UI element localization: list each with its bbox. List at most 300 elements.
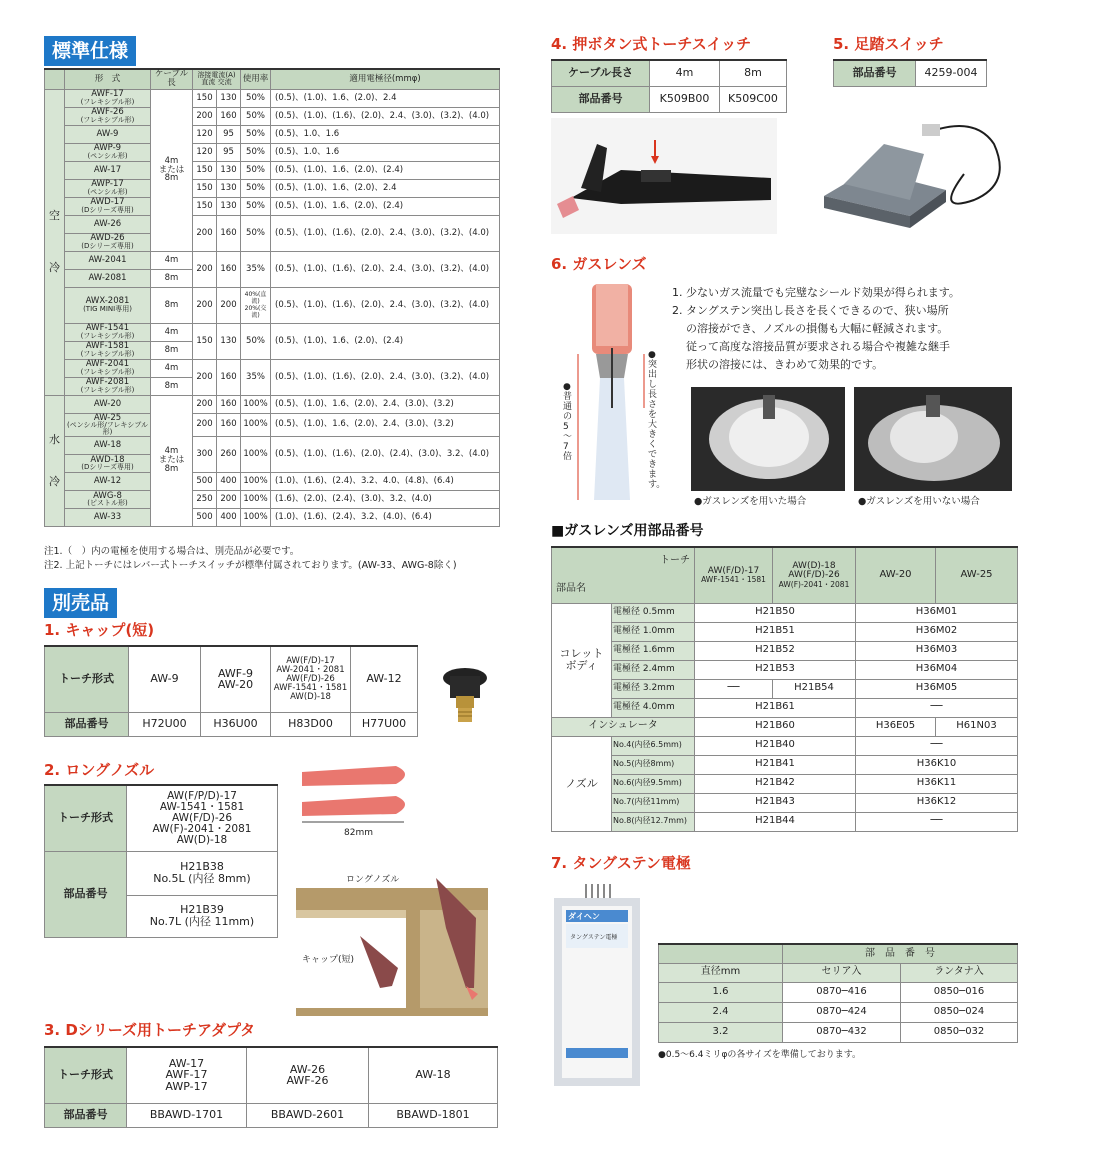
gaslens-side-right: ●突出し長さを大きくできます。 <box>648 350 666 490</box>
spec-model-name: AWF-17 <box>91 89 124 100</box>
tungsten-ceria: 0870─424 <box>783 1002 901 1022</box>
gasparts-nozzle-size: No.6(内径9.5mm) <box>612 774 695 793</box>
spec-cable: 4m <box>151 251 193 269</box>
spec-model <box>65 233 151 251</box>
tungsten-package-brand: ダイヘン <box>568 912 600 921</box>
spec-dc: 150 <box>193 89 217 107</box>
gasparts-nozzle-b: H36K12 <box>856 793 1018 812</box>
tungsten-ceria: 0870─432 <box>783 1022 901 1042</box>
spec-model-name: AW-2041 <box>88 254 127 265</box>
gasparts-nozzle-row <box>552 812 1018 831</box>
spec-cable: 4m <box>151 359 193 377</box>
spec-duty: 50% <box>241 161 271 179</box>
gaslens-bullet-1: 1. 少ないガス流量でも完璧なシールド効果が得られます。 <box>672 286 960 299</box>
spec-dc: 200 <box>193 251 217 287</box>
nozzle-form-item: AW(F/P/D)-17 <box>167 789 237 802</box>
spec-cable: 8m <box>151 377 193 395</box>
gasparts-nozzle-b: ── <box>856 812 1018 831</box>
spec-row <box>45 89 500 107</box>
spec-model-sub: (フレキシブル形) <box>80 367 135 376</box>
spec-cable-a: 4m <box>164 155 179 166</box>
spec-row <box>45 491 500 509</box>
gasparts-table <box>551 546 1018 832</box>
spec-air-label-b: 冷 <box>49 261 60 274</box>
gaslens-bullet-3: の溶接ができ、ノズルの損傷も大幅に軽減されます。 <box>686 322 949 335</box>
tungsten-row <box>659 1022 1018 1042</box>
spec-electrode: (0.5)、(1.0)、1.6、(2.0)、(2.4) <box>271 197 500 215</box>
spec-duty: 50% <box>241 179 271 197</box>
spec-dc: 200 <box>193 215 217 251</box>
adapter-form-1b: AWF-17 <box>165 1068 208 1082</box>
spec-dc: 500 <box>193 473 217 491</box>
spec-model <box>65 491 151 509</box>
spec-cable-c: 8m <box>164 464 179 475</box>
push-head-length: ケーブル長さ <box>552 60 650 86</box>
nozzle-head-form: トーチ形式 <box>45 785 127 851</box>
spec-model-name: AW-25 <box>93 412 122 423</box>
spec-model-name: AWD-17 <box>90 197 125 208</box>
spec-model <box>65 473 151 491</box>
gasparts-collet-label-a: コレット <box>559 647 604 661</box>
gasparts-nozzle-b: H36K11 <box>856 774 1018 793</box>
cap-form-3a: AW(F/D)-17 <box>286 655 335 666</box>
nozzle-label-long: ロングノズル <box>346 875 400 885</box>
spec-model <box>65 269 151 287</box>
spec-duty: 50% <box>241 125 271 143</box>
gasparts-nozzle-row <box>552 736 1018 755</box>
spec-row <box>45 143 500 161</box>
spec-duty: 50% <box>241 143 271 161</box>
nozzle-part-1-desc: No.5L (内径 8mm) <box>153 872 251 885</box>
spec-model-name: AW-26 <box>93 218 122 229</box>
spec-dc: 200 <box>193 107 217 125</box>
spec-cable: 4m <box>151 323 193 341</box>
adapter-title: 3. Dシリーズ用トーチアダプタ <box>44 1021 255 1039</box>
gasparts-collet-a: H21B51 <box>695 622 856 641</box>
spec-electrode: (0.5)、(1.0)、(1.6)、(2.0)、(2.4)、(3.0)、3.2、(4.0) <box>271 437 500 473</box>
tungsten-head-lanthana: ランタナ入 <box>901 963 1018 982</box>
spec-electrode: (0.5)、(1.0)、(1.6)、(2.0)、2.4、(3.0)、(3.2)、(4.0) <box>271 215 500 251</box>
gasparts-nozzle-size: No.4(内径6.5mm) <box>612 736 695 755</box>
nozzle-form-item: AW(D)-18 <box>176 833 228 846</box>
gasparts-nozzle-size: No.5(内径8mm) <box>612 755 695 774</box>
gasparts-collet-size: 電極径 1.6mm <box>612 641 695 660</box>
spec-model <box>65 455 151 473</box>
tungsten-diameter: 2.4 <box>659 1002 783 1022</box>
gasparts-collet-a: H21B50 <box>695 603 856 622</box>
nozzle-usage-diagram <box>296 868 496 1016</box>
tungsten-note: ●0.5～6.4ミリφの各サイズを準備しております。 <box>658 1050 861 1060</box>
spec-duty: 100% <box>241 473 271 491</box>
gasparts-nozzle-a: H21B44 <box>695 812 856 831</box>
adapter-form-3: AW-18 <box>369 1047 498 1103</box>
spec-air-label-a: 空 <box>49 209 60 223</box>
spec-model-name: AWX-2081 <box>85 296 130 307</box>
cap-part-3: H83D00 <box>271 712 351 736</box>
cap-part-4: H77U00 <box>351 712 418 736</box>
spec-model-name: AWD-18 <box>90 454 125 465</box>
gasparts-insulator-c: H61N03 <box>936 717 1018 736</box>
spec-cable-a: 4m <box>164 446 179 457</box>
spec-ac: 400 <box>217 473 241 491</box>
spec-duty: 50% <box>241 215 271 251</box>
spec-model <box>65 179 151 197</box>
spec-duty: 100% <box>241 395 271 413</box>
spec-head-form: 形 式 <box>65 69 151 89</box>
gasparts-collet-size: 電極径 3.2mm <box>612 679 695 698</box>
gasparts-col-2b: AW(F/D)-26 <box>788 570 840 581</box>
nozzle-form-item: AW-1541・1581 <box>159 800 245 813</box>
gaslens-bullet-4: 従って高度な溶接品質が要求される場合や複雑な継手 <box>686 340 950 353</box>
spec-electrode: (0.5)、(1.0)、1.6、(2.0)、2.4 <box>271 89 500 107</box>
push-head-part: 部品番号 <box>552 86 650 112</box>
gasparts-collet-row <box>552 660 1018 679</box>
spec-model-name: AWF-2041 <box>85 359 130 370</box>
spec-row <box>45 509 500 527</box>
tungsten-package-name: タングステン電極 <box>570 934 618 941</box>
push-part-2: K509C00 <box>720 86 787 112</box>
spec-electrode: (0.5)、(1.0)、1.6、(2.0)、2.4、(3.0)、(3.2) <box>271 395 500 413</box>
push-switch-table <box>551 59 787 113</box>
spec-head-electrode: 適用電極径(mmφ) <box>271 69 500 89</box>
push-length-1: 4m <box>650 60 720 86</box>
gasparts-collet-size: 電極径 0.5mm <box>612 603 695 622</box>
spec-dc: 500 <box>193 509 217 527</box>
spec-electrode: (0.5)、(1.0)、1.6、(2.0)、2.4、(3.0)、(3.2) <box>271 413 500 437</box>
spec-head-current: 溶接電流(A) <box>197 70 236 79</box>
spec-model-name: AW-20 <box>93 398 122 409</box>
spec-row <box>45 215 500 233</box>
spec-cable-b: または <box>158 164 185 175</box>
nozzle-part-1: H21B38 <box>180 860 224 874</box>
foot-switch-photo <box>814 104 1018 230</box>
gasparts-col-2a: AW(D)-18 <box>792 560 836 571</box>
nozzle-form-item: AW(F/D)-26 <box>172 811 232 824</box>
adapter-form-2b: AWF-26 <box>286 1074 329 1088</box>
spec-duty: 100% <box>241 437 271 473</box>
gasparts-nozzle-a: H21B41 <box>695 755 856 774</box>
spec-model <box>65 437 151 455</box>
spec-model-sub: (フレキシブル形) <box>80 97 135 106</box>
tungsten-head-diameter: 直径mm <box>659 963 783 982</box>
foot-head-part: 部品番号 <box>834 60 916 86</box>
spec-ac: 160 <box>217 251 241 287</box>
options-section-title: 別売品 <box>44 588 117 618</box>
spec-dc: 150 <box>193 323 217 359</box>
gasparts-col-4: AW-25 <box>936 547 1018 603</box>
spec-model <box>65 251 151 269</box>
spec-model-sub: (Dシリーズ専用) <box>81 205 134 214</box>
spec-electrode: (0.5)、(1.0)、1.6、(2.0)、(2.4) <box>271 161 500 179</box>
gasparts-collet-size: 電極径 1.0mm <box>612 622 695 641</box>
spec-cable: 8m <box>151 341 193 359</box>
gasparts-head-part: 部品名 <box>556 583 586 594</box>
spec-dc: 300 <box>193 437 217 473</box>
spec-dc: 120 <box>193 143 217 161</box>
spec-cable-4m8m <box>151 89 193 251</box>
spec-cable-b: または <box>158 455 185 466</box>
spec-ac: 130 <box>217 161 241 179</box>
spec-duty-ac: 20%(交流) <box>244 305 267 320</box>
cap-form-2b: AW-20 <box>217 678 254 692</box>
spec-model-name: AWF-2081 <box>85 377 130 388</box>
spec-model-sub: (フレキシブル形) <box>80 115 135 124</box>
spec-model-name: AWP-9 <box>93 143 122 154</box>
gasparts-collet-a2: H21B54 <box>773 679 856 698</box>
foot-switch-title: 5. 足踏スイッチ <box>833 35 944 53</box>
push-length-2: 8m <box>720 60 787 86</box>
gasparts-col-1a: AW(F/D)-17 <box>707 565 760 576</box>
spec-dc: 120 <box>193 125 217 143</box>
spec-model <box>65 89 151 107</box>
spec-row <box>45 437 500 455</box>
spec-section-title: 標準仕様 <box>44 36 136 66</box>
tungsten-diameter: 1.6 <box>659 982 783 1002</box>
gasparts-collet-label-b: ボディ <box>565 659 598 672</box>
cap-form-3b: AW-2041・2081 <box>276 664 345 675</box>
spec-head-cable: ケーブル長 <box>151 69 193 89</box>
gasparts-nozzle-b: ── <box>856 736 1018 755</box>
spec-model-sub: (ペンシル形) <box>87 187 128 196</box>
tungsten-ceria: 0870─416 <box>783 982 901 1002</box>
gaslens-caption-without: ●ガスレンズを用いない場合 <box>858 496 980 507</box>
tungsten-row <box>659 1002 1018 1022</box>
gaslens-side-left: ●普通の5～7倍 <box>563 382 573 462</box>
cap-form-2a: AWF-9 <box>217 666 254 680</box>
spec-model-name: AW-9 <box>96 128 119 139</box>
spec-cable-c: 8m <box>164 173 179 184</box>
long-nozzle-photo <box>296 758 426 838</box>
spec-model-sub: (ペンシル形) <box>87 151 128 160</box>
spec-ac: 130 <box>217 323 241 359</box>
nozzle-table <box>44 784 278 938</box>
gasparts-collet-b: H36M03 <box>856 641 1018 660</box>
spec-water-label-a: 水 <box>49 433 60 447</box>
nozzle-forms <box>127 785 278 851</box>
gasparts-collet-row <box>552 679 1018 698</box>
spec-ac: 95 <box>217 125 241 143</box>
gasparts-nozzle-size: No.8(内径12.7mm) <box>612 812 695 831</box>
cap-photo <box>432 660 498 726</box>
tungsten-lanthana: 0850─016 <box>901 982 1018 1002</box>
spec-row <box>45 323 500 341</box>
spec-duty: 100% <box>241 413 271 437</box>
gasparts-col-3: AW-20 <box>856 547 936 603</box>
spec-duty: 100% <box>241 491 271 509</box>
spec-row <box>45 251 500 269</box>
gasparts-collet-row <box>552 641 1018 660</box>
nozzle-label-cap: キャップ(短) <box>302 955 355 965</box>
spec-row <box>45 125 500 143</box>
spec-electrode: (0.5)、(1.0)、1.6、(2.0)、(2.4) <box>271 323 500 359</box>
spec-duty: 50% <box>241 323 271 359</box>
spec-model-name: AWF-1541 <box>85 323 130 334</box>
gasparts-collet-b: H36M05 <box>856 679 1018 698</box>
spec-ac: 130 <box>217 197 241 215</box>
spec-model-name: AW-2081 <box>88 272 127 283</box>
tungsten-title: 7. タングステン電極 <box>551 854 691 872</box>
spec-dc: 250 <box>193 491 217 509</box>
push-switch-photo <box>551 118 777 234</box>
cap-head-part: 部品番号 <box>45 712 129 736</box>
spec-model <box>65 341 151 359</box>
gasparts-nozzle-size: No.7(内径11mm) <box>612 793 695 812</box>
push-part-1: K509B00 <box>650 86 720 112</box>
spec-model <box>65 287 151 323</box>
nozzle-form-item: AW(F)-2041・2081 <box>152 822 252 835</box>
spec-duty-dc: 40%(直流) <box>244 290 267 305</box>
spec-ac: 160 <box>217 395 241 413</box>
spec-cable: 8m <box>151 287 193 323</box>
spec-duty: 50% <box>241 107 271 125</box>
gasparts-collet-b: H36M02 <box>856 622 1018 641</box>
gasparts-collet-b: ── <box>856 698 1018 717</box>
gasparts-col-2c: AW(F)-2041・2081 <box>778 579 850 589</box>
tungsten-row <box>659 982 1018 1002</box>
gasparts-collet-a: H21B52 <box>695 641 856 660</box>
adapter-form-2a: AW-26 <box>289 1062 326 1076</box>
gaslens-without-photo <box>854 387 1012 491</box>
gaslens-with-photo <box>691 387 845 491</box>
spec-ac: 95 <box>217 143 241 161</box>
gaslens-caption-with: ●ガスレンズを用いた場合 <box>694 496 807 507</box>
gasparts-collet-b: H36M04 <box>856 660 1018 679</box>
gasparts-nozzle-row <box>552 774 1018 793</box>
spec-ac: 200 <box>217 491 241 509</box>
adapter-form-1a: AW-17 <box>168 1056 205 1070</box>
tungsten-diameter: 3.2 <box>659 1022 783 1042</box>
gasparts-insulator-a: H21B60 <box>695 717 856 736</box>
spec-model-name: AWG-8 <box>93 490 122 501</box>
spec-head-duty: 使用率 <box>241 69 271 89</box>
spec-dc: 200 <box>193 359 217 395</box>
nozzle-part-2-desc: No.7L (内径 11mm) <box>149 915 255 928</box>
adapter-part-1: BBAWD-1701 <box>127 1103 247 1127</box>
gaslens-bullet-2: 2. タングステン突出し長さを長くできるので、狭い場所 <box>672 304 949 317</box>
spec-model-sub: (フレキシブル形) <box>80 385 135 394</box>
gasparts-col-1b: AWF-1541・1581 <box>701 575 766 585</box>
spec-model <box>65 323 151 341</box>
spec-electrode: (0.5)、1.0、1.6 <box>271 143 500 161</box>
cap-form-4: AW-12 <box>351 646 418 712</box>
spec-dc: 150 <box>193 197 217 215</box>
spec-dc: 200 <box>193 413 217 437</box>
spec-model-sub: (Dシリーズ専用) <box>81 241 134 250</box>
gasparts-title: ■ガスレンズ用部品番号 <box>551 523 704 539</box>
gasparts-collet-row <box>552 698 1018 717</box>
gasparts-nozzle-a: H21B40 <box>695 736 856 755</box>
gaslens-title: 6. ガスレンズ <box>551 255 647 273</box>
spec-row <box>45 359 500 377</box>
cap-form-3e: AW(D)-18 <box>290 691 331 702</box>
spec-model-name: AWP-17 <box>91 179 124 190</box>
adapter-form-1c: AWP-17 <box>165 1080 208 1094</box>
spec-dc: 150 <box>193 179 217 197</box>
spec-dc: 150 <box>193 161 217 179</box>
spec-electrode: (1.0)、(1.6)、(2.4)、3.2、4.0、(4.8)、(6.4) <box>271 473 500 491</box>
adapter-part-3: BBAWD-1801 <box>369 1103 498 1127</box>
gasparts-collet-a: H21B61 <box>695 698 856 717</box>
spec-duty: 35% <box>241 359 271 395</box>
gasparts-collet-size: 電極径 4.0mm <box>612 698 695 717</box>
spec-model-sub: (ピストル形) <box>87 499 128 508</box>
spec-row <box>45 413 500 437</box>
spec-row <box>45 287 500 323</box>
cap-form-1: AW-9 <box>129 646 201 712</box>
spec-ac: 260 <box>217 437 241 473</box>
spec-electrode: (0.5)、1.0、1.6 <box>271 125 500 143</box>
spec-model <box>65 143 151 161</box>
nozzle-dimension: 82mm <box>344 828 373 838</box>
gasparts-collet-a: ── <box>695 679 773 698</box>
spec-ac: 130 <box>217 89 241 107</box>
spec-model <box>65 413 151 437</box>
spec-electrode: (0.5)、(1.0)、(1.6)、(2.0)、2.4、(3.0)、(3.2)、(4.0) <box>271 287 500 323</box>
spec-ac: 130 <box>217 179 241 197</box>
spec-electrode: (0.5)、(1.0)、(1.6)、(2.0)、2.4、(3.0)、(3.2)、(4.0) <box>271 359 500 395</box>
spec-model-sub: (ペンシル形/フレキシブル形) <box>66 421 149 436</box>
gasparts-collet-a: H21B53 <box>695 660 856 679</box>
spec-row <box>45 395 500 413</box>
tungsten-head-ceria: セリア入 <box>783 963 901 982</box>
spec-duty: 35% <box>241 251 271 287</box>
spec-model-name: AWD-26 <box>90 233 125 244</box>
gasparts-collet-size: 電極径 2.4mm <box>612 660 695 679</box>
spec-duty <box>241 287 271 323</box>
spec-cable: 8m <box>151 269 193 287</box>
spec-note-1: 注1.（ ）内の電極を使用する場合は、別売品が必要です。 <box>44 546 300 557</box>
tungsten-lanthana: 0850─032 <box>901 1022 1018 1042</box>
nozzle-part-2: H21B39 <box>180 903 224 917</box>
spec-dc: 200 <box>193 395 217 413</box>
cap-part-1: H72U00 <box>129 712 201 736</box>
adapter-head-form: トーチ形式 <box>45 1047 127 1103</box>
cap-form-3d: AWF-1541・1581 <box>273 682 348 693</box>
gasparts-nozzle-a: H21B43 <box>695 793 856 812</box>
spec-electrode: (1.0)、(1.6)、(2.4)、3.2、(4.0)、(6.4) <box>271 509 500 527</box>
gasparts-nozzle-a: H21B42 <box>695 774 856 793</box>
gasparts-collet-row <box>552 622 1018 641</box>
spec-duty: 100% <box>241 509 271 527</box>
push-switch-title: 4. 押ボタン式トーチスイッチ <box>551 35 752 53</box>
spec-row <box>45 107 500 125</box>
gasparts-nozzle-label: ノズル <box>552 736 612 831</box>
spec-ac: 200 <box>217 287 241 323</box>
gasparts-collet-row <box>552 603 1018 622</box>
spec-model <box>65 377 151 395</box>
spec-table <box>44 68 500 527</box>
spec-row <box>45 473 500 491</box>
tungsten-head-part: 部 品 番 号 <box>783 944 1018 963</box>
gasparts-head-torch: トーチ <box>660 555 690 566</box>
spec-note-2: 注2. 上記トーチにはレバー式トーチスイッチが標準付属されております。(AW-33、AWG-8除く) <box>44 560 457 571</box>
spec-duty: 50% <box>241 197 271 215</box>
tungsten-lanthana: 0850─024 <box>901 1002 1018 1022</box>
spec-row <box>45 161 500 179</box>
tungsten-table <box>658 943 1018 1043</box>
spec-duty: 50% <box>241 89 271 107</box>
gasparts-insulator-row <box>552 717 1018 736</box>
spec-model <box>65 215 151 233</box>
spec-model-name: AW-33 <box>93 512 122 523</box>
spec-dc: 200 <box>193 287 217 323</box>
cap-part-2: H36U00 <box>201 712 271 736</box>
gasparts-collet-label <box>552 603 612 717</box>
spec-model <box>65 197 151 215</box>
nozzle-head-part: 部品番号 <box>45 851 127 937</box>
spec-water-label-b: 冷 <box>49 474 60 488</box>
spec-row <box>45 179 500 197</box>
